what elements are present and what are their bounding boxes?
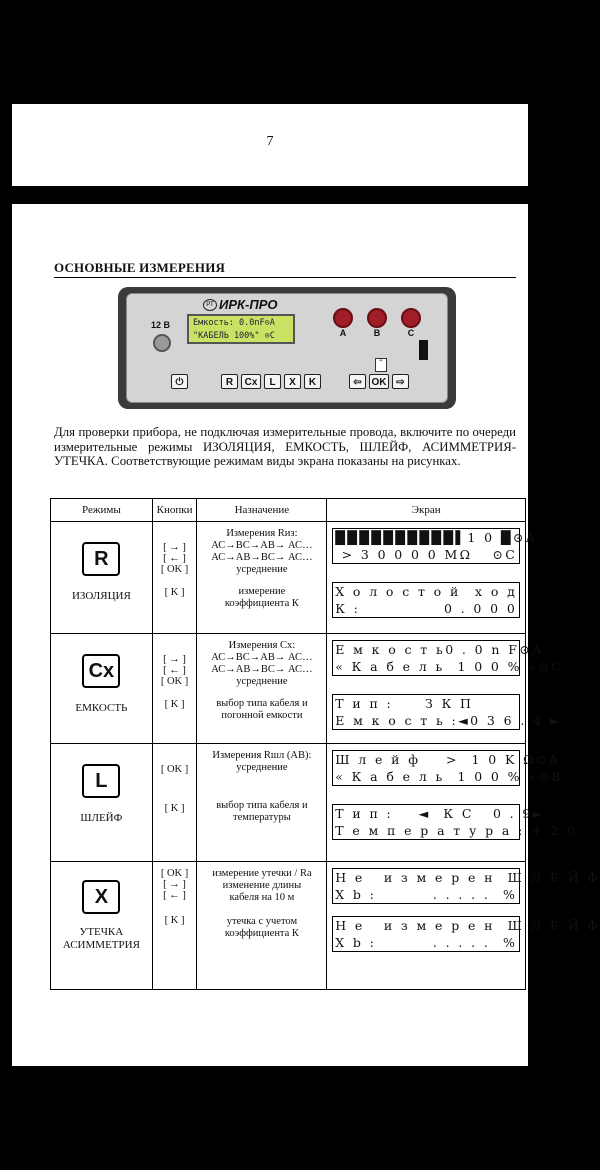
mode-key-icon: X bbox=[82, 880, 120, 914]
screen-cell bbox=[327, 522, 538, 634]
screen-line bbox=[335, 805, 545, 822]
buttons-cell bbox=[152, 862, 197, 990]
table-row bbox=[51, 634, 526, 744]
screen-line bbox=[335, 822, 578, 839]
screen-line-right: ⊙C bbox=[492, 547, 518, 562]
power-connector-icon bbox=[153, 334, 171, 352]
screen-display-k bbox=[332, 582, 520, 618]
cx-button: Cx bbox=[241, 374, 261, 389]
device-brand: ИРК-ПРО bbox=[219, 297, 278, 312]
screen-line bbox=[335, 546, 517, 563]
lcd-line-1: Емкость: 0.0nF⊙A bbox=[193, 318, 275, 328]
screen-cell bbox=[327, 862, 600, 990]
screen-line-right: 0 . 0 n F⊙A bbox=[445, 642, 544, 657]
device-lcd bbox=[187, 314, 295, 344]
mode-name: ИЗОЛЯЦИЯ bbox=[71, 590, 131, 602]
mode-key-icon: L bbox=[82, 764, 120, 798]
screen-line bbox=[335, 934, 517, 951]
screen-line-left: К : bbox=[335, 601, 361, 616]
screen-line-left: Ш л е й ф > 1 0 K Ω bbox=[335, 752, 536, 767]
mode-name: ШЛЕЙФ bbox=[80, 812, 123, 824]
screen-display-primary bbox=[332, 528, 538, 564]
header-buttons: Кнопки bbox=[152, 499, 197, 522]
terminal-c-icon bbox=[401, 308, 421, 328]
mode-cell bbox=[51, 634, 153, 744]
buttons-primary: [ → ] [ ← ] [ OK ] bbox=[160, 654, 189, 687]
screen-line-left: Е м к о с т ь bbox=[335, 642, 446, 657]
purpose-cell bbox=[197, 522, 327, 634]
purpose-primary: Измерения Rиз: АС→ВС→АВ→ АС… АС→АВ→ВС→ АС… усреднение bbox=[211, 528, 313, 575]
intro-paragraph: Для проверки прибора, не подключая измерительные провода, включите по очереди измерительные режимы ИЗОЛЯЦИЯ, ЕМКОСТЬ, ШЛЕЙФ, АСИММЕТРИЯ-УТЕЧКА. Соответствующие режимам виды экрана показаны на рисунках. bbox=[54, 425, 516, 469]
mode-cell bbox=[51, 744, 153, 862]
header-modes: Режимы bbox=[51, 499, 153, 522]
terminal-c-label: С bbox=[407, 328, 415, 338]
screen-display-k bbox=[332, 694, 562, 730]
purpose-k: выбор типа кабеля и погонной емкости bbox=[216, 698, 308, 721]
device-image bbox=[118, 287, 456, 409]
screen-line bbox=[335, 695, 517, 712]
page-number-top: 7 bbox=[266, 134, 274, 149]
header-purpose: Назначение bbox=[197, 499, 327, 522]
purpose-primary: измерение утечки / Ra изменение длины кабеля на 10 м bbox=[212, 868, 312, 903]
screen-line bbox=[335, 712, 562, 729]
purpose-k: измерение коэффициента К bbox=[224, 586, 299, 609]
screen-line-right: ⊙A bbox=[535, 752, 561, 767]
screen-line bbox=[335, 583, 517, 600]
screen-line-right: ◄0 3 6 . 4 ► bbox=[458, 713, 562, 728]
table-header-row bbox=[51, 499, 526, 522]
screen-line bbox=[335, 768, 563, 785]
screen-display-primary bbox=[332, 868, 600, 904]
screen-line bbox=[335, 869, 600, 886]
terminal-a-label: А bbox=[339, 328, 347, 338]
purpose-cell bbox=[197, 744, 327, 862]
screen-line-left: Т и п : З К П bbox=[335, 696, 474, 711]
screen-display-primary bbox=[332, 640, 564, 676]
buttons-k: [ K ] bbox=[164, 915, 185, 926]
screen-cell bbox=[327, 634, 564, 744]
terminal-a-icon bbox=[333, 308, 353, 328]
screen-line-left: X b : bbox=[335, 887, 377, 902]
purpose-k: утечка с учетом коэффициента К bbox=[224, 916, 299, 939]
mode-cell bbox=[51, 522, 153, 634]
k-button: K bbox=[304, 374, 321, 389]
power-button: ⏻ bbox=[171, 374, 188, 389]
terminal-b-icon bbox=[367, 308, 387, 328]
l-button: L bbox=[264, 374, 281, 389]
screen-line-left: Е м к о с т ь : bbox=[335, 713, 459, 728]
lcd-line-2: "КАБЕЛЬ 100%" ⊙C bbox=[193, 331, 275, 341]
screen-line-right: 1 0 █⊙A bbox=[467, 530, 538, 545]
menu-document-icon: ≡ bbox=[375, 358, 387, 372]
buttons-primary: [ OK ] [ → ] [ ← ] bbox=[160, 868, 189, 901]
screen-line-left: Х о л о с т о й bbox=[335, 584, 461, 599]
mode-key-icon: Cx bbox=[82, 654, 120, 688]
title-rule bbox=[54, 277, 516, 278]
purpose-primary: Измерения Rшл (АВ): усреднение bbox=[212, 750, 312, 773]
screen-display-k bbox=[332, 804, 578, 840]
screen-line-left: Т е м п е р а т у р а : + 2 0 bbox=[335, 823, 578, 838]
screen-line-left: Т и п : ◄ К С 0 . 9 bbox=[335, 806, 533, 821]
screen-display-primary bbox=[332, 750, 563, 786]
purpose-cell bbox=[197, 634, 327, 744]
screen-line-right: х о д bbox=[475, 584, 518, 599]
buttons-cell bbox=[152, 744, 197, 862]
mode-key-icon: R bbox=[82, 542, 120, 576]
screen-line bbox=[335, 641, 544, 658]
screen-line bbox=[335, 751, 561, 768]
ok-button: OK bbox=[369, 374, 389, 389]
screen-line-left: X b : bbox=[335, 935, 377, 950]
screen-line bbox=[335, 658, 564, 675]
terminal-b-label: В bbox=[373, 328, 381, 338]
brand-logo-icon: РТ bbox=[203, 299, 217, 311]
screen-line-left: > 3 0 0 0 0 MΩ bbox=[335, 547, 473, 562]
modes-table bbox=[50, 498, 600, 990]
screen-line-left: « К а б е л ь 1 0 0 % » bbox=[335, 659, 539, 674]
header-screen: Экран bbox=[327, 499, 526, 522]
screen-line-left: Н е и з м е р е н Ш Л Е Й Ф bbox=[335, 870, 600, 885]
screen-line-right: ⊙C bbox=[538, 659, 564, 674]
table-row bbox=[51, 744, 526, 862]
buttons-k: [ K ] bbox=[164, 803, 185, 814]
page-top bbox=[12, 104, 528, 186]
screen-line-right: ⊙B bbox=[538, 769, 563, 784]
buttons-k: [ K ] bbox=[164, 699, 185, 710]
screen-line-right: . . . . . % bbox=[432, 935, 518, 950]
buttons-k: [ K ] bbox=[164, 587, 185, 598]
screen-display-k bbox=[332, 916, 600, 952]
section-title: ОСНОВНЫЕ ИЗМЕРЕНИЯ bbox=[54, 260, 226, 275]
purpose-primary: Измерения Сх: АС→ВС→АВ→ АС… АС→АВ→ВС→ АС… усреднение bbox=[211, 640, 313, 687]
mode-cell bbox=[51, 862, 153, 990]
x-button: X bbox=[284, 374, 301, 389]
screen-line-right: ► bbox=[532, 806, 545, 821]
screen-line-left: « К а б е л ь 1 0 0 % » bbox=[335, 769, 539, 784]
buttons-primary: [ → ] [ ← ] [ OK ] bbox=[160, 542, 189, 575]
buttons-cell bbox=[152, 522, 197, 634]
purpose-k: выбор типа кабеля и температуры bbox=[216, 800, 308, 823]
buttons-cell bbox=[152, 634, 197, 744]
device-panel bbox=[126, 293, 448, 403]
screen-line bbox=[335, 886, 517, 903]
screen-line bbox=[335, 917, 600, 934]
screen-line-left: Н е и з м е р е н Ш Л Е Й Ф bbox=[335, 918, 600, 933]
screen-line bbox=[335, 600, 517, 617]
port-slot bbox=[419, 340, 428, 360]
screen-line-right: 0 . 0 0 0 bbox=[443, 601, 518, 616]
mode-name: УТЕЧКА АСИММЕТРИЯ bbox=[62, 926, 140, 951]
screen-line-right: . . . . . % bbox=[432, 887, 518, 902]
screen-line bbox=[335, 529, 538, 546]
purpose-cell bbox=[197, 862, 327, 990]
voltage-label: 12 В bbox=[151, 320, 171, 330]
buttons-primary: [ OK ] bbox=[160, 764, 189, 775]
left-arrow-button: ⇦ bbox=[349, 374, 366, 389]
table-row bbox=[51, 522, 526, 634]
r-button: R bbox=[221, 374, 238, 389]
screen-line-left: ██████████▌ bbox=[335, 530, 468, 545]
mode-name: ЕМКОСТЬ bbox=[75, 702, 128, 714]
table-row bbox=[51, 862, 526, 990]
screen-cell bbox=[327, 744, 578, 862]
right-arrow-button: ⇨ bbox=[392, 374, 409, 389]
page-main bbox=[12, 204, 600, 1066]
